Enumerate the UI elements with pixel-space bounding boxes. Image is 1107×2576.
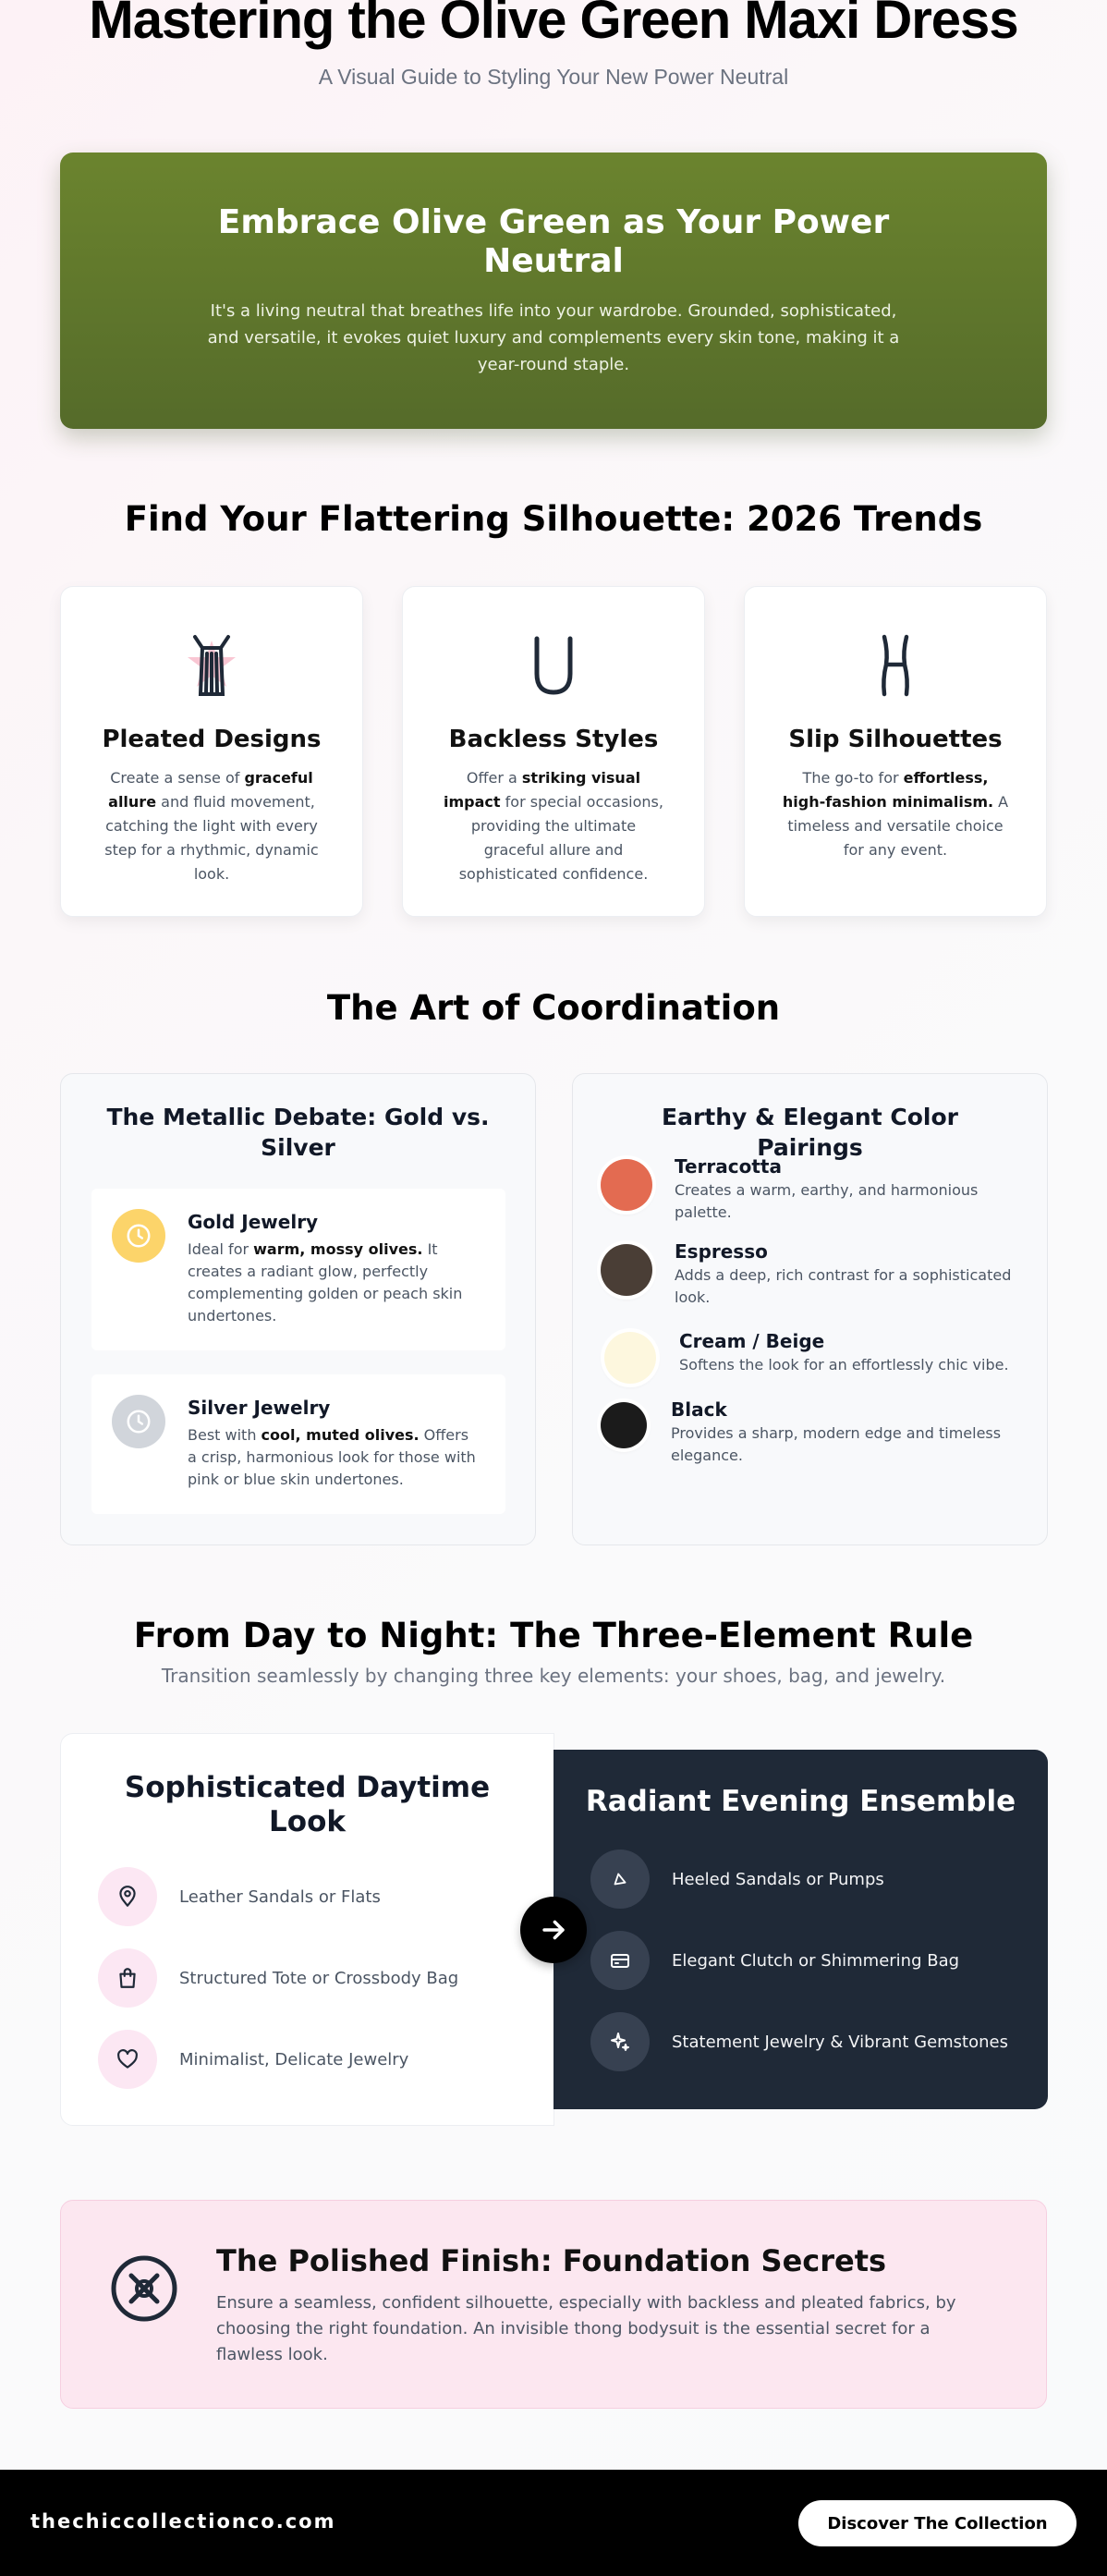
finish-text: Ensure a seamless, confident silhouette, especially with backless and pleated fabrics, by choosing the right foundation. An invisible thong bodysuit is the essential secret for a flawless look. xyxy=(216,2293,956,2364)
page-title: Mastering the Olive Green Maxi Dress xyxy=(89,0,1018,50)
metal-text: Best with cool, muted olives. Offers a crisp, harmonious look for those with pink or blue skin undertones. xyxy=(188,1426,476,1488)
heart-icon xyxy=(98,2030,157,2089)
color-pairings-title: Earthy & Elegant Color Pairings xyxy=(662,1104,958,1161)
metal-title: Gold Jewelry xyxy=(188,1211,319,1233)
coordination-section-title: The Art of Coordination xyxy=(326,988,781,1028)
silver-jewelry-item xyxy=(91,1374,505,1514)
color-pairing-item xyxy=(601,1240,1026,1309)
metal-text: Ideal for warm, mossy olives. It creates a radiant glow, perfectly complementing golden or peach skin undertones. xyxy=(188,1240,463,1325)
clock-icon xyxy=(112,1209,165,1263)
metallic-debate-card xyxy=(60,1073,536,1545)
silhouette-title: Backless Styles xyxy=(448,726,659,753)
color-name: Terracotta xyxy=(675,1155,782,1178)
color-description: Softens the look for an effortlessly chic vibe. xyxy=(679,1356,1009,1373)
slip-dress-icon xyxy=(858,628,932,702)
silhouette-card-pleated xyxy=(60,586,363,917)
clock-icon xyxy=(112,1395,165,1448)
silhouette-text: The go-to for effortless, high-fashion minimalism. A timeless and versatile choice for any event. xyxy=(782,769,1009,859)
sparkles-icon xyxy=(590,2012,650,2071)
page-subtitle: A Visual Guide to Styling Your New Power Neutral xyxy=(318,65,789,89)
day-night-section-title: From Day to Night: The Three-Element Rule xyxy=(133,1616,974,1655)
evening-ensemble-card xyxy=(554,1750,1048,2109)
daytime-item xyxy=(98,1948,458,2008)
gold-jewelry-item xyxy=(91,1189,505,1350)
silhouette-section-title: Find Your Flattering Silhouette: 2026 Trends xyxy=(124,499,983,539)
evening-item-label: Statement Jewelry & Vibrant Gemstones xyxy=(672,2032,1008,2052)
color-swatch xyxy=(601,1402,647,1448)
no-seams-icon xyxy=(109,2253,179,2324)
evening-item xyxy=(590,2012,1008,2071)
color-description: Adds a deep, rich contrast for a sophisticated look. xyxy=(675,1266,1012,1306)
daytime-item xyxy=(98,1867,381,1926)
color-description: Provides a sharp, modern edge and timeless elegance. xyxy=(671,1424,1002,1464)
shopping-bag-icon xyxy=(98,1948,157,2008)
silhouette-text: Create a sense of graceful allure and fluid movement, catching the light with every step for a rhythmic, dynamic look. xyxy=(104,769,319,883)
polished-finish-section xyxy=(60,2200,1047,2409)
map-pin-icon xyxy=(98,1867,157,1926)
discover-collection-button[interactable]: Discover The Collection xyxy=(798,2500,1077,2546)
footer xyxy=(0,2470,1107,2576)
color-pairing-item xyxy=(601,1155,1026,1224)
wallet-icon xyxy=(590,1931,650,1990)
color-swatch xyxy=(604,1332,656,1384)
daytime-look-card xyxy=(60,1733,554,2126)
color-pairings-card xyxy=(572,1073,1048,1545)
silhouette-card-backless xyxy=(402,586,705,917)
power-neutral-banner xyxy=(60,153,1047,429)
color-name: Black xyxy=(671,1398,727,1421)
color-pairing-item xyxy=(601,1398,1026,1467)
banner-text: It's a living neutral that breathes life into your wardrobe. Grounded, sophisticated, and versatile, it evokes quiet luxury and complements every skin tone, making it a year-round staple. xyxy=(207,301,900,374)
color-pairing-item xyxy=(601,1330,1026,1376)
daytime-item xyxy=(98,2030,408,2089)
finish-title: The Polished Finish: Foundation Secrets xyxy=(216,2243,887,2278)
color-name: Cream / Beige xyxy=(679,1330,825,1352)
silhouette-title: Pleated Designs xyxy=(102,726,322,753)
daytime-item-label: Structured Tote or Crossbody Bag xyxy=(179,1968,459,1988)
pleated-dress-icon xyxy=(175,628,249,702)
arrow-right-icon xyxy=(520,1897,587,1963)
banner-title: Embrace Olive Green as Your Power Neutral xyxy=(217,203,890,280)
daytime-item-label: Leather Sandals or Flats xyxy=(179,1886,381,1907)
daytime-title: Sophisticated Daytime Look xyxy=(124,1771,491,1838)
color-swatch xyxy=(601,1159,652,1211)
color-swatch xyxy=(601,1244,652,1296)
evening-title: Radiant Evening Ensemble xyxy=(585,1785,1016,1818)
metallic-debate-title: The Metallic Debate: Gold vs. Silver xyxy=(106,1104,490,1161)
daytime-item-label: Minimalist, Delicate Jewelry xyxy=(179,2049,409,2069)
color-description: Creates a warm, earthy, and harmonious palette. xyxy=(675,1181,979,1221)
color-name: Espresso xyxy=(675,1240,768,1263)
silhouette-card-slip xyxy=(744,586,1047,917)
metal-title: Silver Jewelry xyxy=(188,1397,331,1419)
silhouette-title: Slip Silhouettes xyxy=(788,726,1003,753)
evening-item xyxy=(590,1931,959,1990)
evening-item xyxy=(590,1850,884,1909)
evening-item-label: Heeled Sandals or Pumps xyxy=(672,1869,884,1889)
evening-item-label: Elegant Clutch or Shimmering Bag xyxy=(672,1950,960,1971)
day-night-subtitle: Transition seamlessly by changing three key elements: your shoes, bag, and jewelry. xyxy=(161,1665,946,1687)
backless-dress-icon xyxy=(517,628,590,702)
heel-icon xyxy=(590,1850,650,1909)
footer-brand-link[interactable]: thechiccollectionco.com xyxy=(30,2510,336,2533)
silhouette-text: Offer a striking visual impact for special occasions, providing the ultimate graceful allure and sophisticated confidence. xyxy=(444,769,663,883)
